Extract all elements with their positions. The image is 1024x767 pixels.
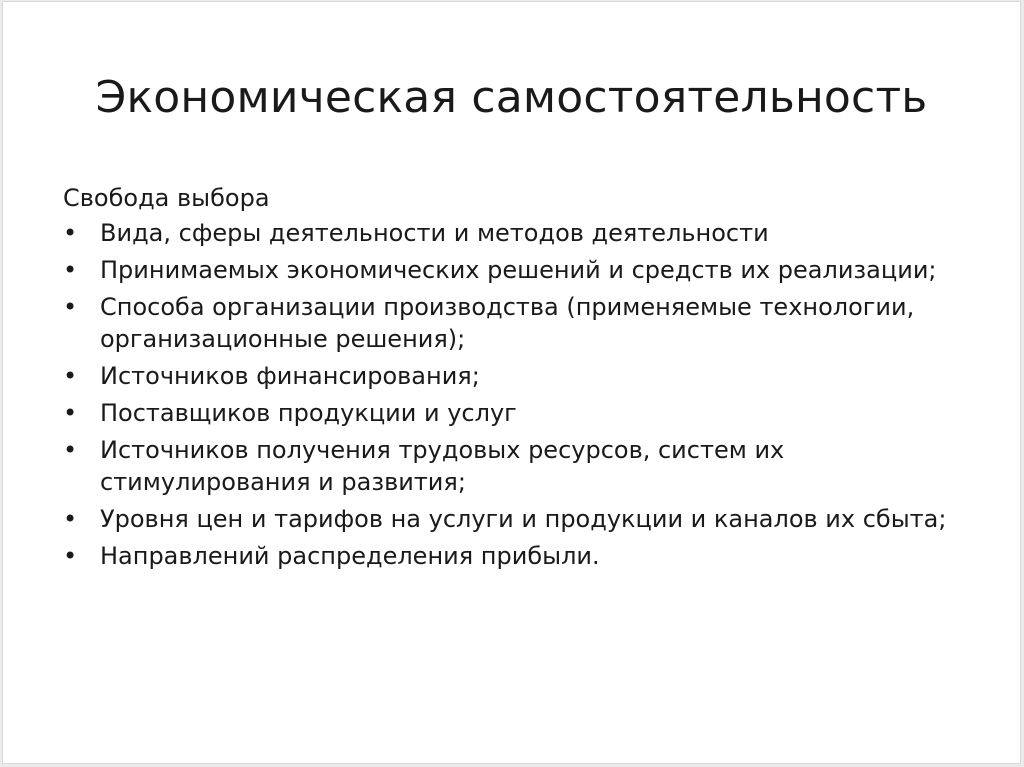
bullet-icon: • (63, 219, 78, 247)
list-item-text: Источников получения трудовых ресурсов, систем их стимулирования и развития; (100, 436, 785, 496)
bullet-list (63, 217, 983, 572)
list-item (63, 360, 983, 392)
slide (2, 1, 1021, 764)
list-item (63, 397, 983, 429)
list-item (63, 503, 983, 535)
list-item (63, 434, 983, 498)
list-item-text: Источников финансирования; (100, 362, 480, 390)
bullet-icon: • (63, 436, 78, 464)
bullet-icon: • (63, 256, 78, 284)
bullet-icon: • (63, 505, 78, 533)
list-item-text: Уровня цен и тарифов на услуги и продукции и каналов их сбыта; (100, 505, 947, 533)
intro-text: Свобода выбора (63, 184, 270, 212)
list-item-text: Вида, сферы деятельности и методов деятельности (100, 219, 769, 247)
slide-title: Экономическая самостоятельность (95, 72, 928, 123)
list-item (63, 291, 983, 355)
bullet-icon: • (63, 399, 78, 427)
list-item (63, 217, 983, 249)
list-item-text: Направлений распределения прибыли. (100, 542, 600, 570)
bullet-icon: • (63, 542, 78, 570)
bullet-icon: • (63, 293, 78, 321)
list-item (63, 540, 983, 572)
list-item-text: Принимаемых экономических решений и средств их реализации; (100, 256, 937, 284)
list-item-text: Поставщиков продукции и услуг (100, 399, 517, 427)
list-item (63, 254, 983, 286)
bullet-icon: • (63, 362, 78, 390)
slide-body (63, 182, 983, 577)
list-item-text: Способа организации производства (применяемые технологии, организационные решения); (100, 293, 915, 353)
